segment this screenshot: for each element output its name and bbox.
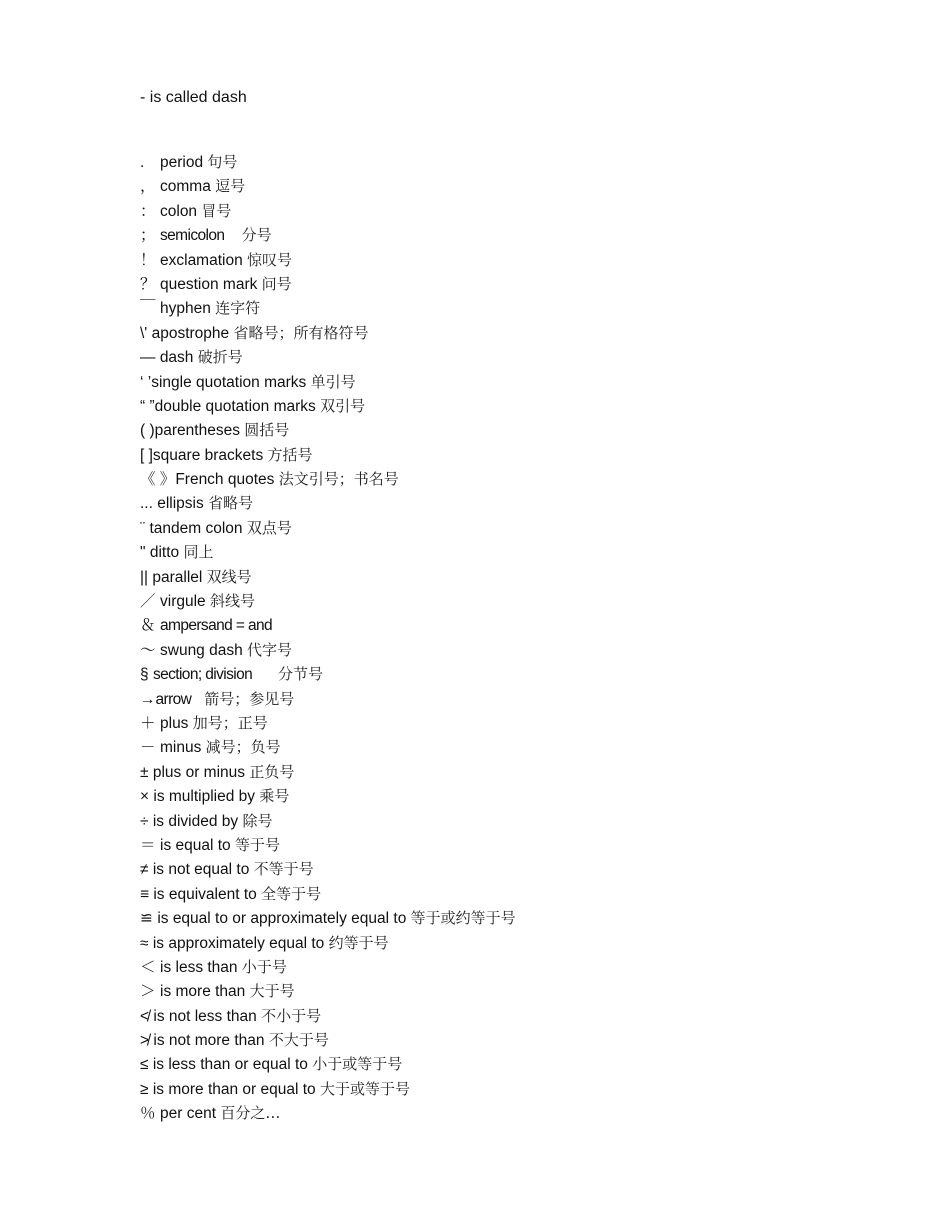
list-item <box>140 272 516 296</box>
english-term: tandem colon <box>149 519 243 537</box>
english-term: hyphen <box>160 300 211 318</box>
punctuation-list <box>140 150 516 1126</box>
english-term: is less than <box>160 958 238 976</box>
symbol: × <box>140 788 150 806</box>
symbol: || <box>140 568 149 586</box>
symbol: ÷ <box>140 812 149 830</box>
english-term: double quotation marks <box>154 397 316 415</box>
symbol: － <box>140 739 156 757</box>
english-term: semicolon <box>160 227 225 245</box>
list-item <box>140 687 516 711</box>
english-term: per cent <box>160 1105 217 1123</box>
english-term: exclamation <box>160 251 243 269</box>
symbol: ／ <box>140 593 156 611</box>
list-item <box>140 491 516 515</box>
chinese-term: 大于号 <box>249 982 295 1001</box>
list-item <box>140 760 516 784</box>
chinese-term: 不大于号 <box>268 1031 329 1050</box>
chinese-term: 省略号 <box>208 494 254 513</box>
symbol: ≤ <box>140 1056 149 1074</box>
english-term: is multiplied by <box>153 788 256 806</box>
english-term: is equal to or approximately equal to <box>157 910 407 928</box>
chinese-term: 正负号 <box>249 762 295 781</box>
list-item <box>140 613 516 637</box>
symbol: \' <box>140 324 148 342</box>
list-item <box>140 711 516 735</box>
symbol: ( ) <box>140 422 155 440</box>
list-item <box>140 565 516 589</box>
english-term: single quotation marks <box>151 373 307 391</box>
symbol: 《 》 <box>140 471 176 489</box>
english-term: virgule <box>160 593 206 611</box>
symbol: ％ <box>140 1105 156 1123</box>
english-term: apostrophe <box>151 324 230 342</box>
english-term: swung dash <box>160 641 243 659</box>
list-item <box>140 540 516 564</box>
symbol: ... <box>140 495 153 513</box>
chinese-term: 小于号 <box>241 957 287 976</box>
chinese-term: 不小于号 <box>261 1006 322 1025</box>
page-heading: - is called dash <box>140 89 247 106</box>
list-item <box>140 1101 516 1125</box>
english-term: is more than or equal to <box>152 1080 316 1098</box>
list-item <box>140 906 516 930</box>
english-term: comma <box>160 178 211 196</box>
symbol: ¨ <box>140 519 146 537</box>
chinese-term: 句号 <box>207 153 238 171</box>
english-term: is more than <box>160 983 246 1001</box>
chinese-term: 单引号 <box>310 372 356 391</box>
english-term: parentheses <box>154 422 240 440</box>
chinese-term: 加号；正号 <box>192 713 268 732</box>
english-term: section; division <box>152 666 253 684</box>
symbol: ‘ ’ <box>140 373 152 391</box>
english-term: minus <box>160 739 202 757</box>
chinese-term: 冒号 <box>201 201 232 220</box>
symbol: ≯ <box>140 1032 150 1050</box>
english-term: French quotes <box>175 471 275 489</box>
list-item <box>140 589 516 613</box>
symbol: ≌ <box>140 910 153 928</box>
symbol: ！ <box>140 251 156 269</box>
list-item <box>140 296 516 320</box>
symbol: ≡ <box>140 885 150 903</box>
symbol: . <box>140 154 145 171</box>
symbol: ＝ <box>140 836 156 854</box>
chinese-term: 等于或约等于号 <box>410 909 516 928</box>
list-item <box>140 809 516 833</box>
english-term: is not equal to <box>152 861 250 879</box>
symbol: — <box>140 349 156 367</box>
list-item <box>140 516 516 540</box>
symbol: ＋ <box>140 714 156 732</box>
chinese-term: 省略号；所有格符号 <box>233 323 369 342</box>
symbol: ＞ <box>140 983 156 1001</box>
chinese-term: 百分之… <box>220 1104 281 1123</box>
chinese-term: 减号；负号 <box>205 738 281 757</box>
symbol: ≠ <box>140 861 149 879</box>
chinese-term: 小于或等于号 <box>312 1055 403 1074</box>
english-term: plus <box>160 714 189 732</box>
list-item <box>140 662 516 686</box>
list-item <box>140 1004 516 1028</box>
symbol: ￣ <box>140 300 156 318</box>
chinese-term: 乘号 <box>259 787 290 806</box>
english-term: ditto <box>149 544 180 562</box>
chinese-term: 问号 <box>261 274 292 293</box>
english-term: arrow <box>155 690 192 708</box>
list-item <box>140 784 516 808</box>
chinese-term: 等于号 <box>234 835 280 854</box>
english-term: question mark <box>160 275 258 293</box>
chinese-term: 全等于号 <box>261 884 322 903</box>
list-item <box>140 882 516 906</box>
symbol: ～ <box>140 641 156 659</box>
chinese-term: 箭号；参见号 <box>204 689 295 708</box>
list-item <box>140 1052 516 1076</box>
list-item <box>140 443 516 467</box>
english-term: colon <box>160 202 198 220</box>
list-item <box>140 345 516 369</box>
chinese-term: 法文引号；书名号 <box>278 470 399 489</box>
chinese-term: 约等于号 <box>328 933 389 952</box>
english-term: ampersand = and <box>160 617 273 635</box>
symbol: → <box>140 690 156 708</box>
list-item <box>140 467 516 491</box>
chinese-term: 方括号 <box>267 445 313 464</box>
symbol: ？ <box>140 275 156 293</box>
english-term: parallel <box>152 568 203 586</box>
symbol: ≥ <box>140 1080 149 1098</box>
chinese-term: 圆括号 <box>244 421 290 440</box>
list-item <box>140 955 516 979</box>
english-term: is not more than <box>153 1032 265 1050</box>
english-term: square brackets <box>152 446 264 464</box>
chinese-term: 同上 <box>183 543 214 562</box>
list-item <box>140 248 516 272</box>
list-item <box>140 931 516 955</box>
symbol: ； <box>140 227 156 245</box>
chinese-term: 除号 <box>242 811 273 830</box>
chinese-term: 破折号 <box>197 348 243 367</box>
chinese-term: 斜线号 <box>209 592 255 611</box>
list-item <box>140 174 516 198</box>
list-item <box>140 223 516 247</box>
english-term: ellipsis <box>157 495 204 513</box>
chinese-term: 逗号 <box>215 177 246 196</box>
symbol: ≈ <box>140 934 149 952</box>
symbol: ， <box>140 178 156 196</box>
symbol: § <box>140 666 149 684</box>
list-item <box>140 1077 516 1101</box>
chinese-term: 分号 <box>241 226 272 245</box>
symbol: " <box>140 544 146 562</box>
chinese-term: 惊叹号 <box>247 250 293 269</box>
symbol: “ ” <box>140 397 155 415</box>
list-item <box>140 418 516 442</box>
english-term: dash <box>159 349 194 367</box>
english-term: is equal to <box>160 836 231 854</box>
english-term: is less than or equal to <box>152 1056 308 1074</box>
symbol: ≮ <box>140 1007 150 1025</box>
chinese-term: 大于或等于号 <box>319 1079 410 1098</box>
list-item <box>140 150 516 174</box>
list-item <box>140 979 516 1003</box>
english-term: is not less than <box>153 1007 257 1025</box>
chinese-term: 分节号 <box>278 665 324 684</box>
symbol: [ ] <box>140 446 153 464</box>
symbol: ＜ <box>140 958 156 976</box>
list-item <box>140 638 516 662</box>
list-item <box>140 1028 516 1052</box>
list-item <box>140 735 516 759</box>
english-term: period <box>160 154 204 171</box>
chinese-term: 双引号 <box>320 396 366 415</box>
list-item <box>140 199 516 223</box>
chinese-term: 代字号 <box>247 640 293 659</box>
list-item <box>140 321 516 345</box>
list-item <box>140 857 516 881</box>
chinese-term: 双线号 <box>206 567 252 586</box>
english-term: is divided by <box>152 812 239 830</box>
english-term: plus or minus <box>152 763 246 781</box>
list-item <box>140 370 516 394</box>
list-item <box>140 394 516 418</box>
symbol: ＆ <box>140 617 156 635</box>
english-term: is approximately equal to <box>152 934 325 952</box>
symbol: ± <box>140 763 149 781</box>
symbol: ： <box>140 202 156 220</box>
chinese-term: 双点号 <box>246 518 292 537</box>
list-item <box>140 833 516 857</box>
english-term: is equivalent to <box>153 885 257 903</box>
chinese-term: 连字符 <box>215 299 261 318</box>
chinese-term: 不等于号 <box>253 860 314 879</box>
